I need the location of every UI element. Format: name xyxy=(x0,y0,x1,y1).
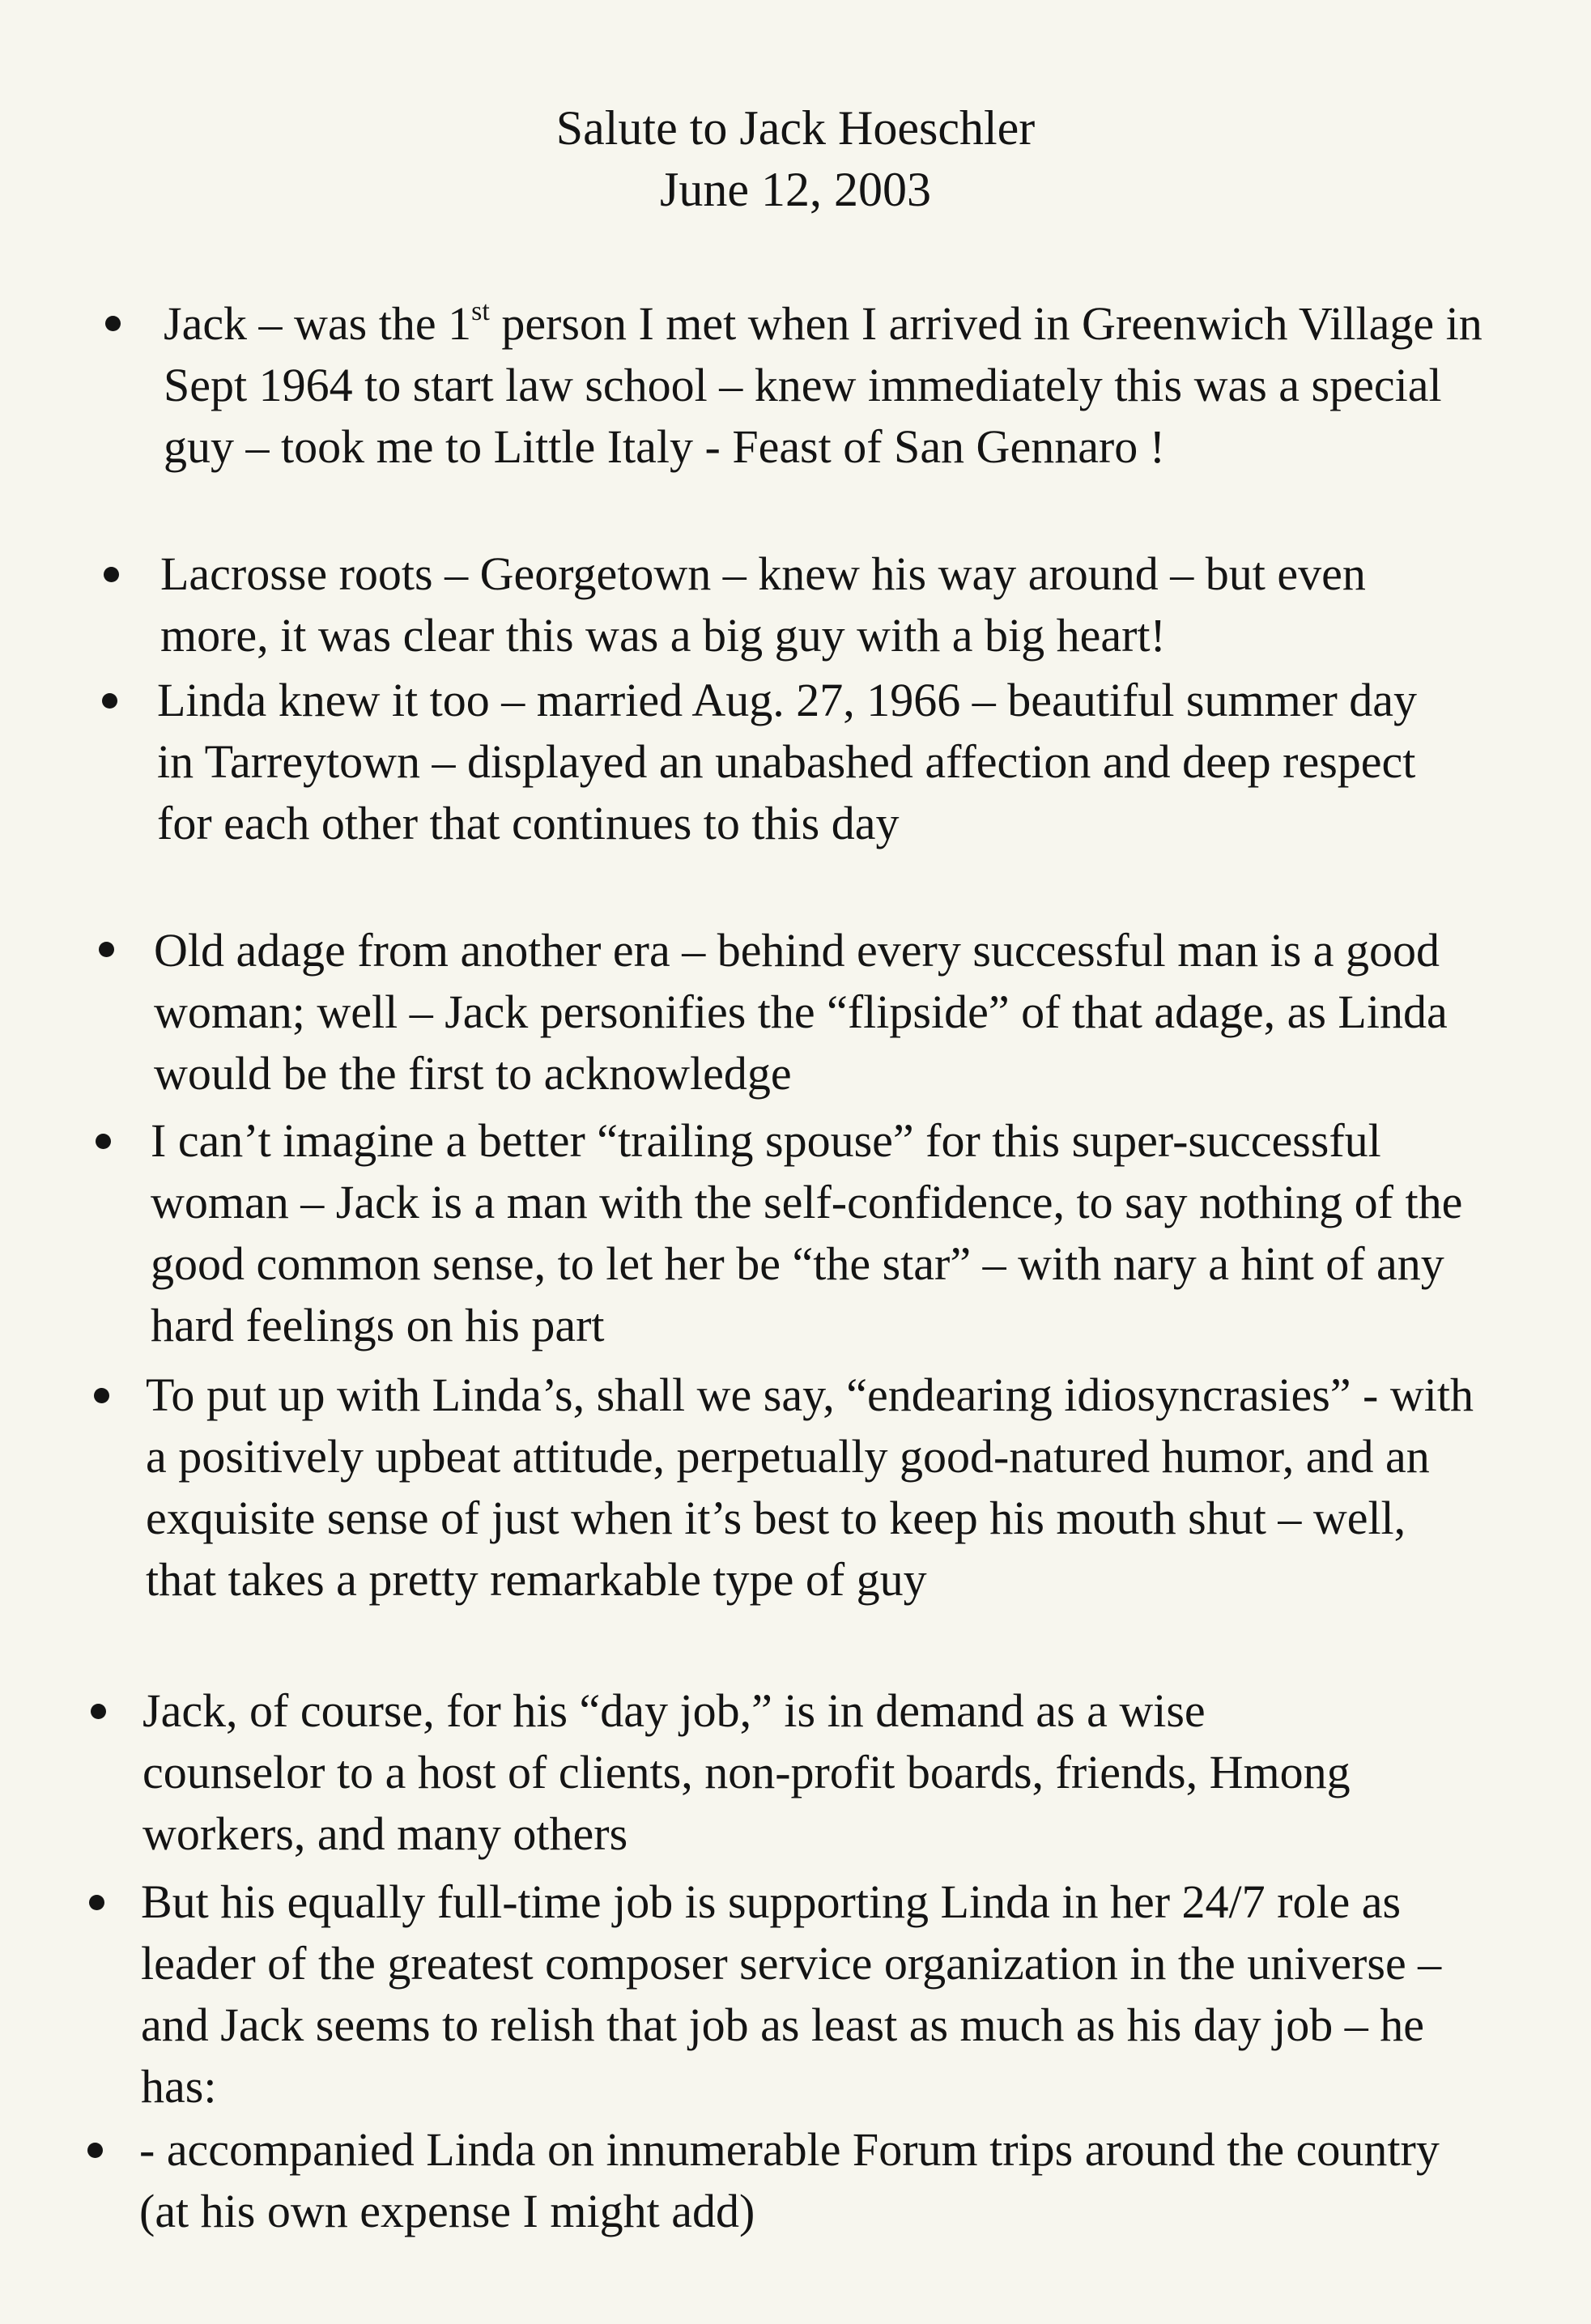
bullet-icon xyxy=(99,942,114,957)
bullet-icon xyxy=(94,1388,109,1403)
bullet-text: Linda knew it too – married Aug. 27, 1966 – beautiful summer day in Tarreytown – displayed an unabashed affection and deep respect for each other that continues to this day xyxy=(157,674,1418,849)
bullet-text: To put up with Linda’s, shall we say, “endearing idiosyncrasies” - with a positively upbeat attitude, perpetually good-natured humor, and an exquisite sense of just when it’s best to keep his mouth shut – well, that takes a pretty remarkable type of guy xyxy=(146,1368,1474,1606)
bullet-text: I can’t imagine a better “trailing spouse” for this super-successful woman – Jack is a man with the self-confidence, to say nothing of the good common sense, to let her be “the star” – with nary a hint of any hard feelings on his part xyxy=(151,1114,1463,1351)
bullet-text: Jack, of course, for his “day job,” is in demand as a wise counselor to a host of clients, non-profit boards, friends, Hmong workers, and many others xyxy=(143,1684,1351,1860)
bullet-icon xyxy=(89,1895,104,1910)
bullet-icon xyxy=(87,2143,103,2158)
bullet-text: Old adage from another era – behind every successful man is a good woman; well – Jack personifies the “flipside” of that adage, as Linda would be the first to acknowledge xyxy=(154,924,1448,1100)
document-title: Salute to Jack Hoeschler xyxy=(555,101,1036,155)
bullet-icon xyxy=(104,567,119,582)
bullet-icon xyxy=(102,693,117,709)
document-date: June 12, 2003 xyxy=(660,163,931,216)
bullet-text: But his equally full-time job is supporting Linda in her 24/7 role as leader of the greatest composer service organization in the universe – and Jack seems to relish that job as least as much as his day job – he has: xyxy=(141,1875,1442,2113)
bullet-icon xyxy=(105,316,121,331)
bullet-text: Lacrosse roots – Georgetown – knew his way around – but even more, it was clear this was a big guy with a big heart! xyxy=(160,547,1366,662)
bullet-icon xyxy=(96,1134,111,1149)
bullet-text: Jack – was the 1st person I met when I arrived in Greenwich Village in Sept 1964 to start law school – knew immediately this was a special guy – took me to Little Italy - Feast of San Gennaro ! xyxy=(164,296,1483,473)
bullet-text: - accompanied Linda on innumerable Forum trips around the country (at his own expense I might add) xyxy=(139,2123,1440,2237)
bullet-icon xyxy=(91,1704,106,1719)
